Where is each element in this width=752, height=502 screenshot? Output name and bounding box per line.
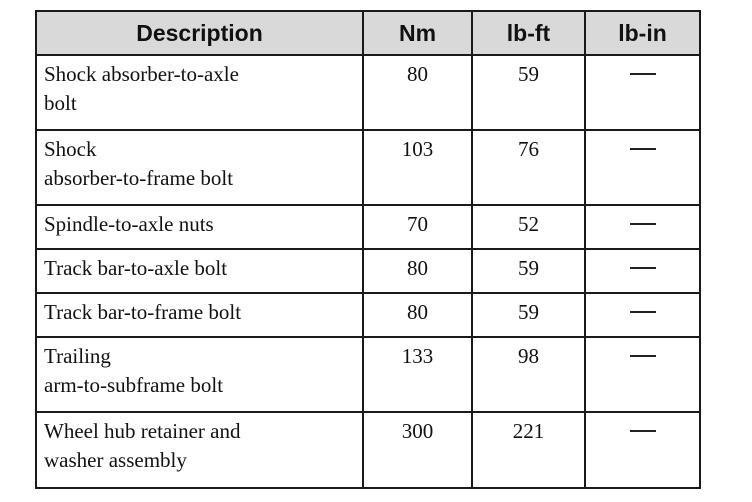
- description-line: Wheel hub retainer and: [44, 419, 241, 443]
- em-dash: [630, 73, 656, 75]
- description-cell: [36, 130, 363, 205]
- lb-ft-cell: 52: [472, 205, 585, 249]
- header-lb-ft: lb-ft: [472, 11, 585, 55]
- description-line: absorber-to-frame bolt: [44, 166, 234, 190]
- nm-cell: 80: [363, 293, 472, 337]
- lb-in-cell: [585, 412, 700, 488]
- description-line: Trailing: [44, 344, 111, 368]
- lb-ft-cell: 59: [472, 293, 585, 337]
- em-dash: [630, 148, 656, 150]
- description-cell: [36, 293, 363, 337]
- lb-in-cell: [585, 337, 700, 412]
- table-row: [36, 412, 700, 488]
- em-dash: [630, 311, 656, 313]
- lb-ft-cell: 221: [472, 412, 585, 488]
- nm-cell: 103: [363, 130, 472, 205]
- em-dash: [630, 430, 656, 432]
- description-line: bolt: [44, 91, 77, 115]
- description-cell: [36, 337, 363, 412]
- description-cell: [36, 249, 363, 293]
- lb-ft-cell: 59: [472, 55, 585, 130]
- description-cell: [36, 412, 363, 488]
- description-cell: [36, 205, 363, 249]
- table-row: [36, 293, 700, 337]
- description-line: Shock absorber-to-axle: [44, 62, 239, 86]
- description-line: arm-to-subframe bolt: [44, 373, 224, 397]
- em-dash: [630, 223, 656, 225]
- description-cell: [36, 55, 363, 130]
- table-row: [36, 205, 700, 249]
- lb-ft-cell: 59: [472, 249, 585, 293]
- lb-in-cell: [585, 205, 700, 249]
- lb-in-cell: [585, 55, 700, 130]
- torque-spec-table-container: [35, 10, 701, 489]
- table-row: [36, 249, 700, 293]
- header-nm: Nm: [363, 11, 472, 55]
- nm-cell: 133: [363, 337, 472, 412]
- description-line: Shock: [44, 137, 97, 161]
- description-line: Spindle-to-axle nuts: [44, 212, 214, 236]
- em-dash: [630, 267, 656, 269]
- description-line: washer assembly: [44, 448, 187, 472]
- lb-ft-cell: 98: [472, 337, 585, 412]
- nm-cell: 70: [363, 205, 472, 249]
- lb-in-cell: [585, 130, 700, 205]
- lb-in-cell: [585, 293, 700, 337]
- description-line: Track bar-to-axle bolt: [44, 256, 228, 280]
- header-lb-in: lb-in: [585, 11, 700, 55]
- header-description: Description: [36, 11, 363, 55]
- lb-ft-cell: 76: [472, 130, 585, 205]
- table-row: [36, 130, 700, 205]
- description-line: Track bar-to-frame bolt: [44, 300, 242, 324]
- lb-in-cell: [585, 249, 700, 293]
- em-dash: [630, 355, 656, 357]
- nm-cell: 80: [363, 55, 472, 130]
- torque-spec-table: [35, 10, 701, 489]
- nm-cell: 300: [363, 412, 472, 488]
- table-row: [36, 337, 700, 412]
- nm-cell: 80: [363, 249, 472, 293]
- table-header-row: [36, 11, 700, 55]
- table-row: [36, 55, 700, 130]
